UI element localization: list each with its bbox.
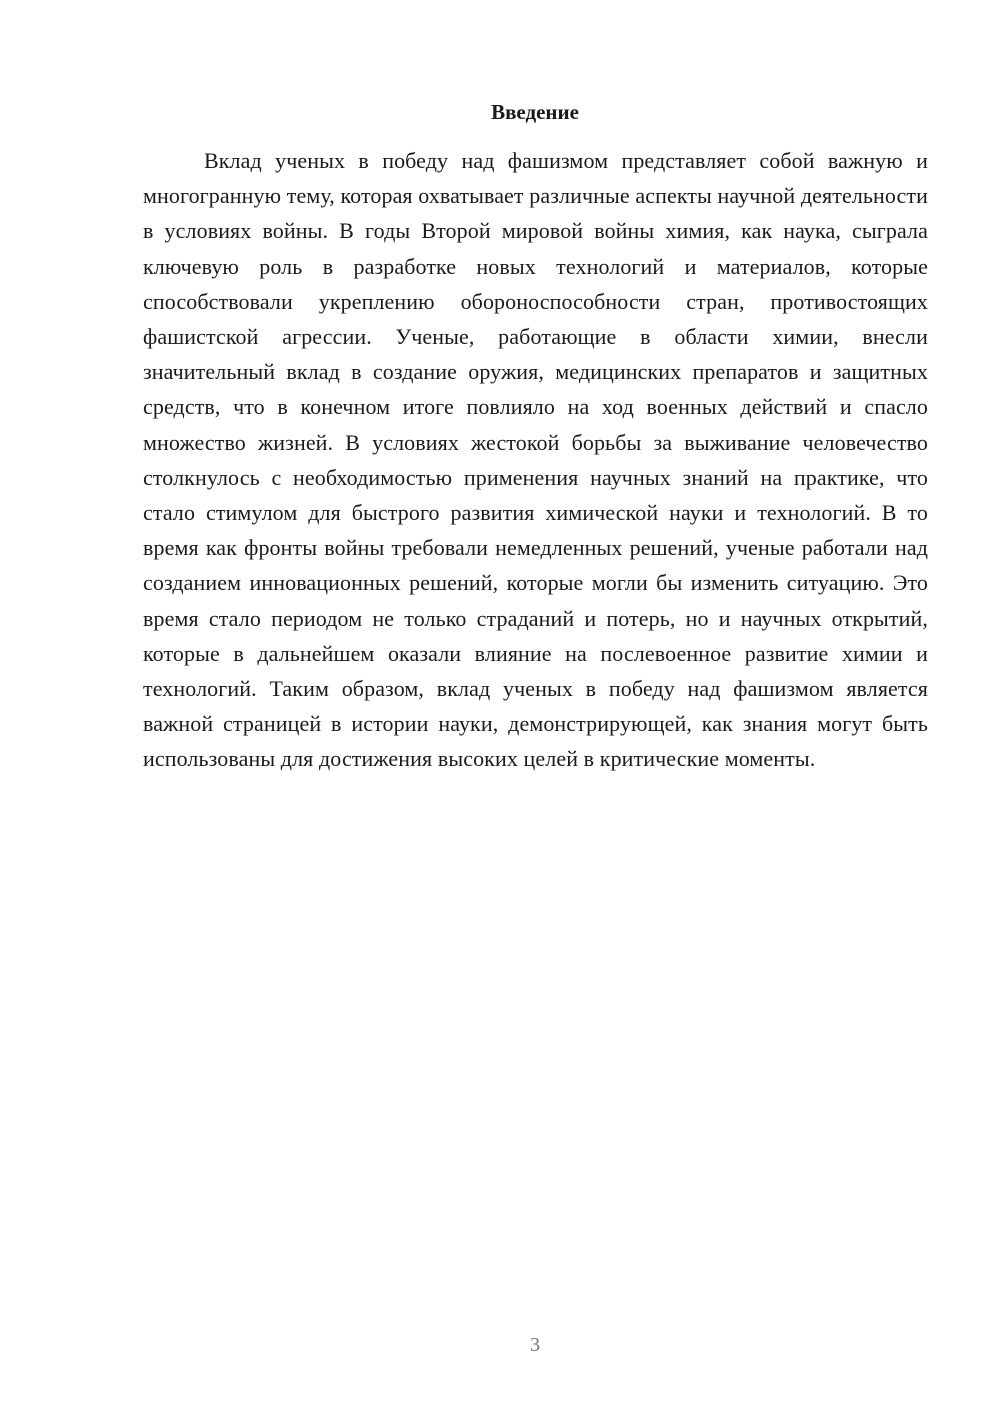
section-heading: Введение (491, 100, 579, 124)
page-number: 3 (530, 1334, 540, 1356)
body-paragraph: Вклад ученых в победу над фашизмом представляет собой важную и многогранную тему, которая охватывает различные аспекты научной деятельности в условиях войны. В годы Второй мировой войны химия, как наука, сыграла ключевую роль в разработке новых технологий и материалов, которые способствовали укреплению обороноспособности стран, противостоящих фашистской агрессии. Ученые, работающие в области химии, внесли значительный вклад в создание оружия, медицинских препаратов и защитных средств, что в конечном итоге повлияло на ход военных действий и спасло множество жизней. В условиях жестокой борьбы за выживание человечество столкнулось с необходимостью применения научных знаний на практике, что стало стимулом для быстрого развития химической науки и технологий. В то время как фронты войны требовали немедленных решений, ученые работали над созданием инновационных решений, которые могли бы изменить ситуацию. Это время стало периодом не только страданий и потерь, но и научных открытий, которые в дальнейшем оказали влияние на послевоенное развитие химии и технологий. Таким образом, вклад ученых в победу над фашизмом является важной страницей в истории науки, демонстрирующей, как знания могут быть использованы для достижения высоких целей в критические моменты. (143, 148, 928, 772)
